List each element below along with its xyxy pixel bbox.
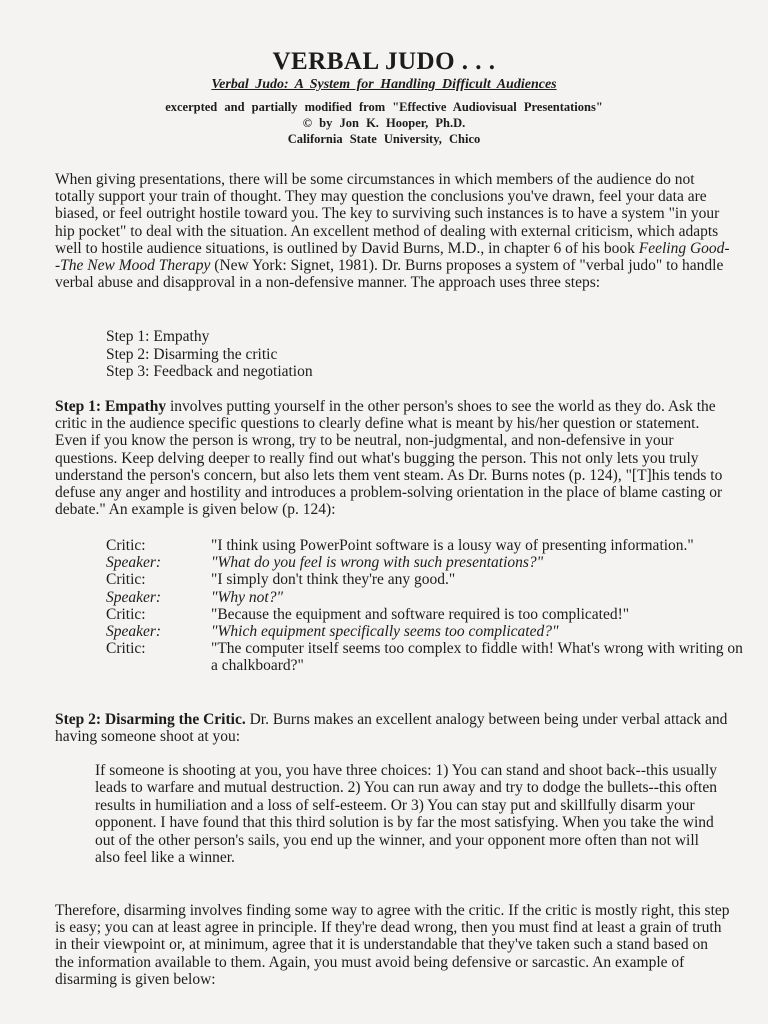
dialogue-line: "Why not?": [211, 588, 283, 606]
dialogue-row: [106, 589, 746, 606]
dialogue-example: [106, 537, 746, 675]
disarming-paragraph: [55, 711, 730, 745]
document-subtitle: Verbal Judo: A System for Handling Difficult Audiences: [211, 77, 557, 92]
steps-list: [106, 328, 313, 381]
disarming-text: Dr. Burns makes an excellent analogy between being under verbal attack and having someone shoot at you:: [55, 711, 728, 746]
intro-text-2: (New York: Signet, 1981). Dr. Burns proposes a system of "verbal judo" to handle verbal abuse and disapproval in a non-defensive manner. The approach uses three steps:: [55, 257, 724, 292]
intro-paragraph: [55, 171, 730, 291]
dialogue-row: [106, 623, 746, 640]
dialogue-role: Critic:: [106, 537, 146, 554]
list-item: Step 2: Disarming the critic: [106, 345, 278, 363]
dialogue-row: [106, 554, 746, 571]
dialogue-row: [106, 571, 746, 588]
empathy-heading: Step 1: Empathy: [55, 398, 167, 415]
dialogue-role: Critic:: [106, 571, 146, 589]
dialogue-row: [106, 606, 746, 623]
dialogue-role: Speaker:: [106, 588, 162, 606]
book-title: Feeling Good--The New Mood Therapy: [55, 239, 730, 275]
dialogue-line: "The computer itself seems too complex to fiddle with! What's wrong with writing on a chalkboard?": [211, 640, 743, 675]
dialogue-line: "Because the equipment and software required is too complicated!": [211, 605, 630, 623]
empathy-paragraph: [55, 398, 730, 518]
dialogue-role: Speaker:: [106, 554, 162, 572]
document-title: VERBAL JUDO . . .: [272, 48, 496, 75]
block-quote: If someone is shooting at you, you have three choices: 1) You can stand and shoot back--this usually leads to warfare and mutual destruction. 2) You can run away and try to dodge the bullets--this often results in humiliation and a loss of self-esteem. Or 3) You can stay put and skillfully disarm your opponent. I have found that this third solution is by far the most satisfying. When you take the wind out of the other person's sails, you end up the winner, and your opponent more often than not will also feel like a winner.: [95, 762, 718, 867]
dialogue-role: Critic:: [106, 640, 146, 658]
dialogue-line: "What do you feel is wrong with such presentations?": [211, 554, 544, 572]
intro-text-1: When giving presentations, there will be some circumstances in which members of the audience do not totally support your train of thought. They may question the conclusions you've drawn, feel your data are biased, or feel outright hostile toward you. The key to surviving such instances is to have a system "in your hip pocket" to deal with the situation. An excellent method of dealing with external criticism, which adapts well to hostile audience situations, is outlined by David Burns, M.D., in chapter 6 of his book: [55, 171, 720, 257]
empathy-text: involves putting yourself in the other person's shoes to see the world as they do. Ask the critic in the audience specific questions to clearly define what is meant by his/her question or statement. Even if you know the person is wrong, try to be neutral, non-judgmental, and non-defensive in your questions. Keep delving deeper to really find out what's bugging the person. This not only lets you truly understand the person's concern, but also lets them vent steam. As Dr. Burns notes (p. 124), "[T]his tends to defuse any anger and hostility and introduces a problem-solving orientation in the place of blame casting or debate." An example is given below (p. 124):: [55, 398, 723, 519]
author-line: © by Jon K. Hooper, Ph.D.: [302, 116, 466, 130]
university-line: California State University, Chico: [287, 132, 481, 146]
list-item: Step 1: Empathy: [106, 328, 210, 345]
disarming-heading: Step 2: Disarming the Critic.: [55, 711, 246, 728]
list-item: Step 3: Feedback and negotiation: [106, 363, 313, 380]
dialogue-line: "I simply don't think they're any good.": [211, 571, 456, 589]
dialogue-line: "I think using PowerPoint software is a lousy way of presenting information.": [211, 537, 694, 554]
source-note: excerpted and partially modified from "Effective Audiovisual Presentations": [165, 100, 603, 114]
dialogue-role: Critic:: [106, 605, 146, 623]
dialogue-row: [106, 537, 746, 554]
dialogue-row: [106, 640, 746, 674]
therefore-paragraph: Therefore, disarming involves finding some way to agree with the critic. If the critic is mostly right, this step is easy; you can at least agree in principle. If they're dead wrong, then you must find at least a grain of truth in their viewpoint or, at minimum, agree that it is understandable that they've taken such a stand based on the information available to them. Again, you must avoid being defensive or sarcastic. An example of disarming is given below:: [55, 902, 730, 988]
dialogue-role: Speaker:: [106, 623, 162, 641]
dialogue-line: "Which equipment specifically seems too complicated?": [211, 623, 559, 641]
